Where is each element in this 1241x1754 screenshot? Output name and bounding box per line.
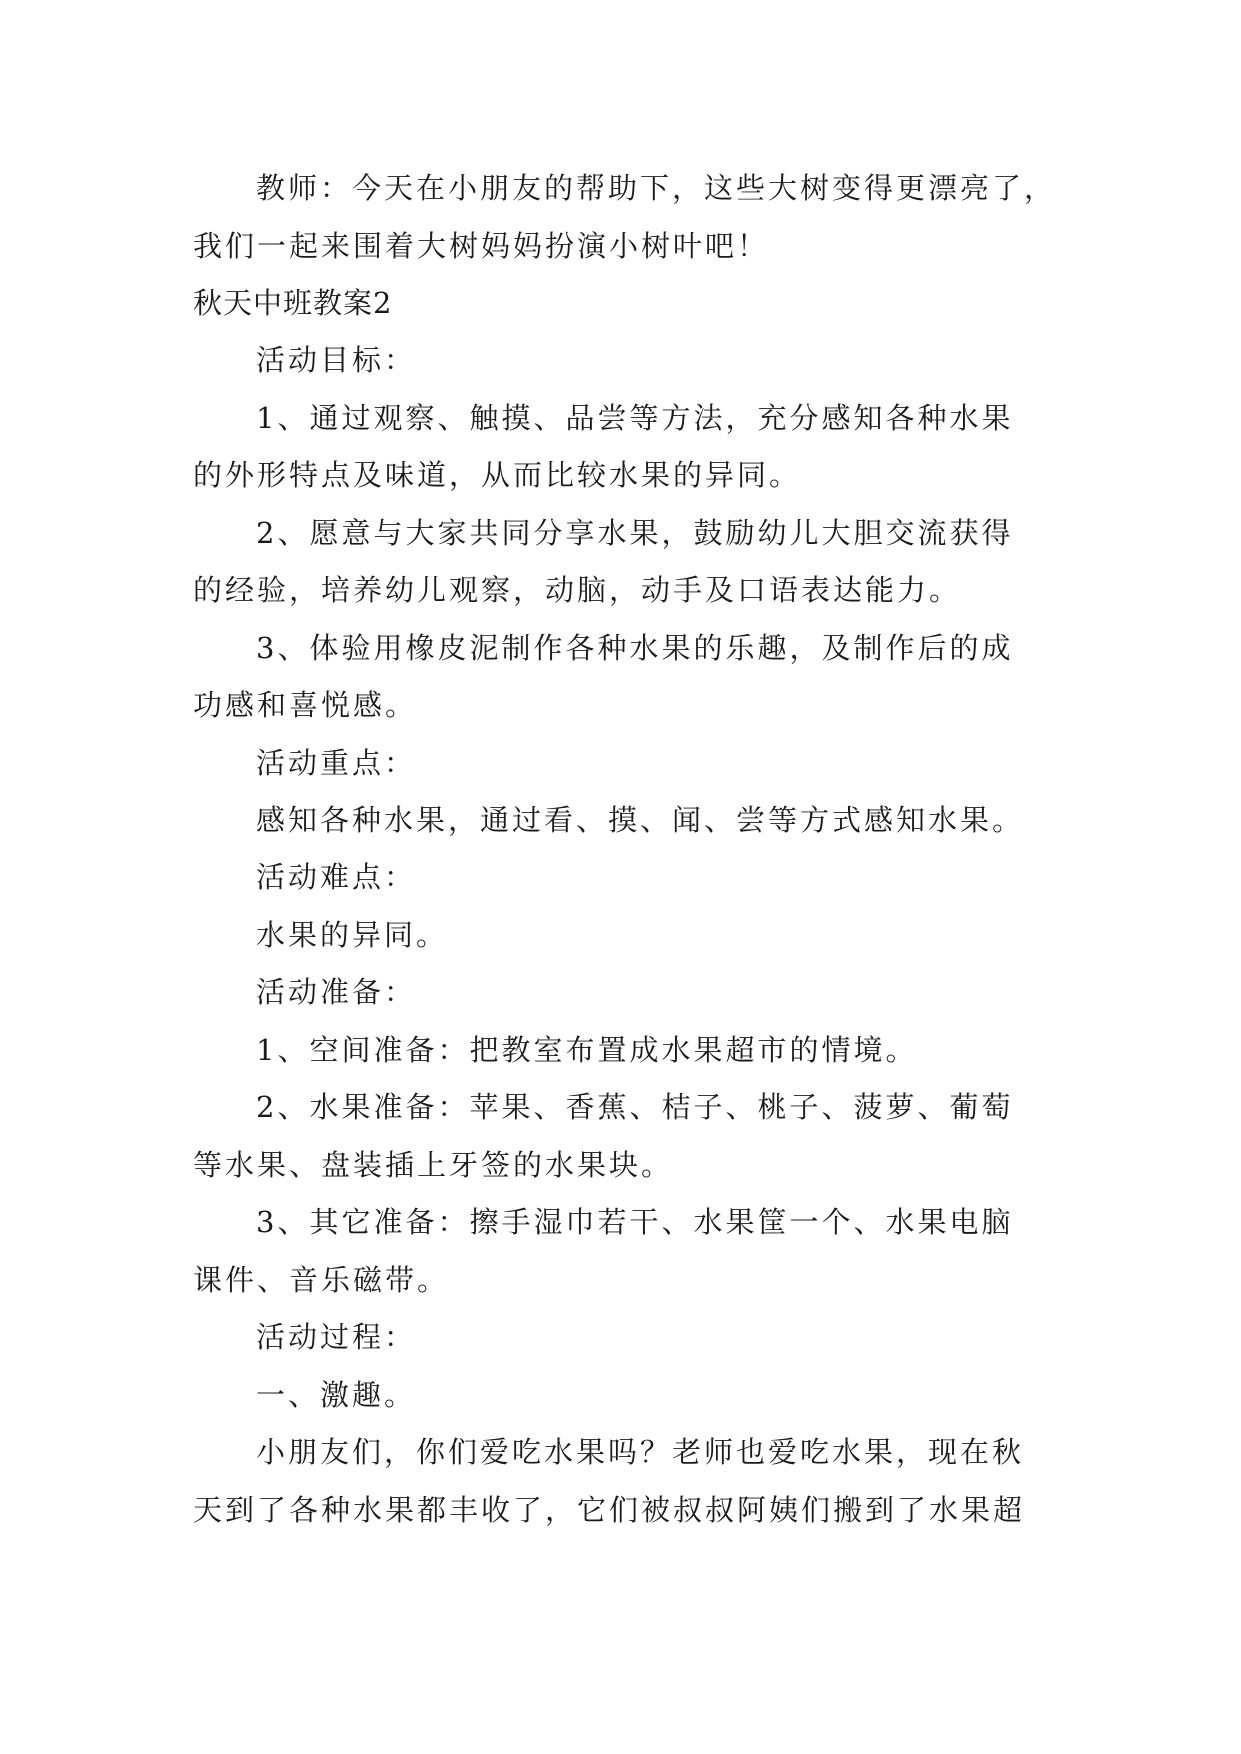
text-line: 功感和喜悦感。 — [193, 688, 418, 722]
section-heading: 活动难点： — [256, 860, 417, 894]
section-title: 秋天中班教案2 — [193, 286, 393, 320]
text-line: 的外形特点及味道，从而比较水果的异同。 — [193, 458, 802, 492]
section-heading: 活动目标： — [256, 343, 417, 377]
text-line: 一、激趣。 — [256, 1378, 417, 1412]
section-heading: 活动重点： — [256, 746, 417, 780]
section-heading: 活动过程： — [256, 1320, 417, 1354]
text-line: 的经验，培养幼儿观察，动脑，动手及口语表达能力。 — [193, 573, 962, 607]
section-heading: 活动准备： — [256, 975, 417, 1009]
text-line: 课件、音乐磁带。 — [193, 1263, 450, 1297]
text-line: 1、通过观察、触摸、品尝等方法，充分感知各种水果 — [256, 401, 1014, 435]
text-line: 1、空间准备：把教室布置成水果超市的情境。 — [256, 1033, 918, 1067]
text-line: 3、其它准备：擦手湿巾若干、水果筐一个、水果电脑 — [256, 1205, 1014, 1239]
text-line: 我们一起来围着大树妈妈扮演小树叶吧！ — [193, 229, 770, 263]
text-line: 教师：今天在小朋友的帮助下，这些大树变得更漂亮了， — [256, 171, 1057, 205]
text-line: 2、愿意与大家共同分享水果，鼓励幼儿大胆交流获得 — [256, 516, 1014, 550]
text-line: 感知各种水果，通过看、摸、闻、尝等方式感知水果。 — [256, 803, 1025, 837]
text-line: 小朋友们，你们爱吃水果吗？老师也爱吃水果，现在秋 — [256, 1435, 1025, 1469]
text-line: 3、体验用橡皮泥制作各种水果的乐趣，及制作后的成 — [256, 631, 1014, 665]
text-line: 2、水果准备：苹果、香蕉、桔子、桃子、菠萝、葡萄 — [256, 1090, 1014, 1124]
text-line: 天到了各种水果都丰收了，它们被叔叔阿姨们搬到了水果超 — [193, 1493, 1026, 1527]
text-line: 水果的异同。 — [256, 918, 449, 952]
text-line: 等水果、盘装插上牙签的水果块。 — [193, 1148, 674, 1182]
